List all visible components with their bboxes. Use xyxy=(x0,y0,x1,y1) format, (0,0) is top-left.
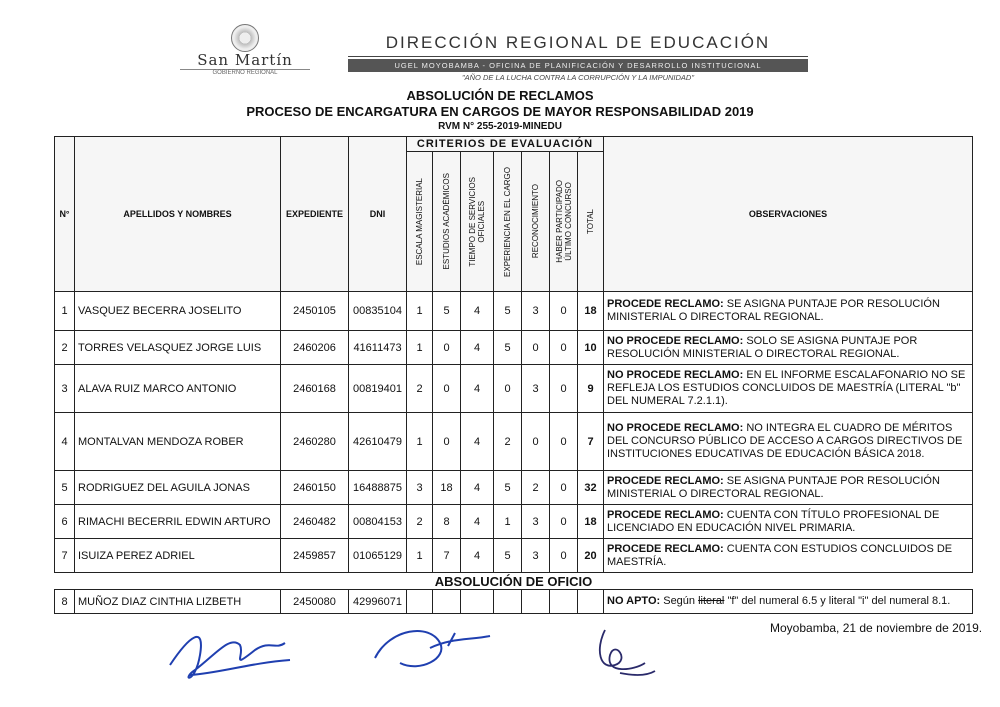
row-score-tiempo: 4 xyxy=(461,539,494,573)
header-reconocimiento-label: RECONOCIMIENTO xyxy=(531,184,540,259)
row-total: 18 xyxy=(578,292,604,331)
row-observation-text: SOLO SE ASIGNA PUNTAJE POR RESOLUCIÓN MINISTERIAL O DIRECTORAL REGIONAL. xyxy=(607,334,918,360)
header-haber-line2: ÚLTIMO CONCURSO xyxy=(563,182,573,261)
header-haber-line1: HABER PARTICIPADO xyxy=(554,180,564,263)
row-score-tiempo: 4 xyxy=(461,292,494,331)
row-score-haber: 0 xyxy=(550,331,578,365)
signature-2-icon xyxy=(370,618,500,673)
row-number: 3 xyxy=(55,365,75,413)
row-score-escala: 1 xyxy=(407,413,433,471)
row-score-tiempo: 4 xyxy=(461,505,494,539)
row-score-reconocimiento: 2 xyxy=(522,471,550,505)
letterhead-office: UGEL MOYOBAMBA - OFICINA DE PLANIFICACIÓN Y DESARROLLO INSTITUCIONAL xyxy=(348,59,808,72)
header-tiempo-label xyxy=(468,177,486,267)
row-name: RIMACHI BECERRIL EDWIN ARTURO xyxy=(75,505,281,539)
row-score-experiencia: 1 xyxy=(494,505,522,539)
row-total: 20 xyxy=(578,539,604,573)
header-experiencia-label: EXPERIENCIA EN EL CARGO xyxy=(503,166,512,277)
table-row xyxy=(55,505,973,539)
row-score-estudios: 8 xyxy=(433,505,461,539)
row-score-haber: 0 xyxy=(550,365,578,413)
row-dni: 00835104 xyxy=(349,292,407,331)
row-dni: 01065129 xyxy=(349,539,407,573)
row-score-reconocimiento: 3 xyxy=(522,505,550,539)
row-score-estudios: 0 xyxy=(433,413,461,471)
row-score-experiencia: 5 xyxy=(494,539,522,573)
oficio-section-row xyxy=(55,573,973,590)
row-score-tiempo: 4 xyxy=(461,365,494,413)
row-observation-verdict: PROCEDE RECLAMO: xyxy=(607,542,724,555)
row-dni: 00819401 xyxy=(349,365,407,413)
letterhead-institution: DIRECCIÓN REGIONAL DE EDUCACIÓN xyxy=(348,33,808,57)
header-estudios xyxy=(433,152,461,292)
row-name: RODRIGUEZ DEL AGUILA JONAS xyxy=(75,471,281,505)
row-dni: 00804153 xyxy=(349,505,407,539)
header-estudios-label: ESTUDIOS ACADÉMICOS xyxy=(442,173,451,270)
row-expediente: 2460482 xyxy=(281,505,349,539)
row-score-estudios: 0 xyxy=(433,331,461,365)
row-number: 2 xyxy=(55,331,75,365)
row-score-experiencia: 2 xyxy=(494,413,522,471)
row-name: TORRES VELASQUEZ JORGE LUIS xyxy=(75,331,281,365)
row-observation-text-b: "f" del numeral 6.5 y literal "i" del numeral 8.1. xyxy=(724,595,951,607)
header-escala xyxy=(407,152,433,292)
row-name: VASQUEZ BECERRA JOSELITO xyxy=(75,292,281,331)
row-total: 10 xyxy=(578,331,604,365)
row-dni: 42610479 xyxy=(349,413,407,471)
table-row xyxy=(55,590,973,614)
row-total: 7 xyxy=(578,413,604,471)
table-row xyxy=(55,471,973,505)
row-score-escala: 3 xyxy=(407,471,433,505)
row-observation-text: EN EL INFORME ESCALAFONARIO NO SE REFLEJA LOS ESTUDIOS CONCLUIDOS DE MAESTRÍA (LITERAL "b" DEL NUMERAL 7.2.1.1). xyxy=(607,369,966,407)
row-name: MUÑOZ DIAZ CINTHIA LIZBETH xyxy=(75,590,281,614)
row-observation xyxy=(604,413,973,471)
row-score-reconocimiento xyxy=(522,590,550,614)
row-total: 32 xyxy=(578,471,604,505)
row-score-reconocimiento: 0 xyxy=(522,331,550,365)
row-score-estudios: 18 xyxy=(433,471,461,505)
table-row xyxy=(55,539,973,573)
row-score-experiencia xyxy=(494,590,522,614)
row-score-tiempo: 4 xyxy=(461,471,494,505)
signature-1-icon xyxy=(160,615,300,685)
row-observation-text: CUENTA CON TÍTULO PROFESIONAL DE LICENCIADO EN EDUCACIÓN NIVEL PRIMARIA. xyxy=(607,508,940,534)
row-score-haber: 0 xyxy=(550,413,578,471)
row-score-haber xyxy=(550,590,578,614)
row-score-estudios: 7 xyxy=(433,539,461,573)
row-observation-verdict: NO PROCEDE RECLAMO: xyxy=(607,422,744,434)
table-row xyxy=(55,292,973,331)
logo xyxy=(180,24,310,76)
row-observation xyxy=(604,331,973,365)
row-observation-verdict: NO PROCEDE RECLAMO: xyxy=(607,369,744,381)
row-dni: 16488875 xyxy=(349,471,407,505)
table-row xyxy=(55,413,973,471)
row-observation-verdict: PROCEDE RECLAMO: xyxy=(607,298,724,310)
row-score-haber: 0 xyxy=(550,505,578,539)
row-observation xyxy=(604,471,973,505)
row-expediente: 2459857 xyxy=(281,539,349,573)
row-name: ISUIZA PEREZ ADRIEL xyxy=(75,539,281,573)
row-observation xyxy=(604,292,973,331)
row-number: 4 xyxy=(55,413,75,471)
header-total-label: TOTAL xyxy=(586,208,595,235)
row-expediente: 2450080 xyxy=(281,590,349,614)
row-score-escala: 1 xyxy=(407,539,433,573)
row-name: MONTALVAN MENDOZA ROBER xyxy=(75,413,281,471)
oficio-title: ABSOLUCIÓN DE OFICIO xyxy=(55,573,973,590)
row-score-reconocimiento: 3 xyxy=(522,292,550,331)
header-name: APELLIDOS Y NOMBRES xyxy=(75,137,281,292)
document-reference: RVM N° 255-2019-MINEDU xyxy=(438,121,562,132)
header-tiempo-line1: TIEMPO DE SERVICIOS xyxy=(468,176,477,267)
header-experiencia xyxy=(494,152,522,292)
row-observation-text: CUENTA CON ESTUDIOS CONCLUIDOS DE MAESTRÍA. xyxy=(607,542,953,568)
row-number: 1 xyxy=(55,292,75,331)
row-observation xyxy=(604,590,973,614)
row-expediente: 2460206 xyxy=(281,331,349,365)
row-total: 9 xyxy=(578,365,604,413)
row-number: 7 xyxy=(55,539,75,573)
row-observation-text-a: Según xyxy=(660,595,699,607)
letterhead xyxy=(348,33,808,82)
row-total: 18 xyxy=(578,505,604,539)
row-observation-verdict: PROCEDE RECLAMO: xyxy=(607,508,724,521)
table-row xyxy=(55,331,973,365)
header-haber xyxy=(550,152,578,292)
logo-name: San Martín xyxy=(197,51,293,69)
table-row xyxy=(55,365,973,413)
row-score-reconocimiento: 3 xyxy=(522,365,550,413)
row-expediente: 2450105 xyxy=(281,292,349,331)
row-observation-verdict: NO APTO: xyxy=(607,595,661,607)
row-score-haber: 0 xyxy=(550,292,578,331)
row-observation-text: SE ASIGNA PUNTAJE POR RESOLUCIÓN MINISTERIAL O DIRECTORAL REGIONAL. xyxy=(607,298,940,323)
header-escala-label: ESCALA MAGISTERIAL xyxy=(415,177,424,266)
row-score-escala: 2 xyxy=(407,505,433,539)
row-score-escala: 1 xyxy=(407,292,433,331)
header-criteria: CRITERIOS DE EVALUACIÓN xyxy=(407,137,604,152)
row-score-reconocimiento: 0 xyxy=(522,413,550,471)
row-observation xyxy=(604,365,973,413)
header-observations: OBSERVACIONES xyxy=(604,137,973,292)
letterhead-motto: "AÑO DE LA LUCHA CONTRA LA CORRUPCIÓN Y LA IMPUNIDAD" xyxy=(461,73,695,82)
row-observation xyxy=(604,539,973,573)
row-score-estudios: 5 xyxy=(433,292,461,331)
row-score-escala xyxy=(407,590,433,614)
header-total xyxy=(578,152,604,292)
row-score-estudios xyxy=(433,590,461,614)
header-row xyxy=(55,137,973,152)
row-observation-verdict: NO PROCEDE RECLAMO: xyxy=(607,334,744,347)
row-score-haber: 0 xyxy=(550,471,578,505)
header-haber-label xyxy=(555,180,573,263)
row-score-escala: 2 xyxy=(407,365,433,413)
row-expediente: 2460280 xyxy=(281,413,349,471)
place-and-date: Moyobamba, 21 de noviembre de 2019. xyxy=(770,621,983,635)
row-score-escala: 1 xyxy=(407,331,433,365)
document-subtitle: PROCESO DE ENCARGATURA EN CARGOS DE MAYOR RESPONSABILIDAD 2019 xyxy=(246,104,754,119)
row-observation-text: NO INTEGRA EL CUADRO DE MÉRITOS DEL CONCURSO PÚBLICO DE ACCESO A CARGOS DIRECTIVOS DE INSTITUCIONES EDUCATIVAS DE EDUCACIÓN BÁSICA 2018. xyxy=(607,422,963,460)
row-number: 8 xyxy=(55,590,75,614)
row-number: 5 xyxy=(55,471,75,505)
row-number: 6 xyxy=(55,505,75,539)
regional-seal-icon xyxy=(231,24,259,52)
row-dni: 41611473 xyxy=(349,331,407,365)
row-expediente: 2460150 xyxy=(281,471,349,505)
row-score-tiempo: 4 xyxy=(461,331,494,365)
row-score-reconocimiento: 3 xyxy=(522,539,550,573)
row-score-experiencia: 5 xyxy=(494,471,522,505)
signature-3-icon xyxy=(585,625,665,685)
row-observation-struck: literal xyxy=(698,595,725,607)
logo-subtitle: GOBIERNO REGIONAL xyxy=(180,69,310,76)
row-expediente: 2460168 xyxy=(281,365,349,413)
results-table xyxy=(54,136,973,614)
row-name: ALAVA RUIZ MARCO ANTONIO xyxy=(75,365,281,413)
header-expediente: EXPEDIENTE xyxy=(281,137,349,292)
header-reconocimiento xyxy=(522,152,550,292)
header-tiempo xyxy=(461,152,494,292)
row-score-tiempo: 4 xyxy=(461,413,494,471)
row-observation xyxy=(604,505,973,539)
row-total xyxy=(578,590,604,614)
row-score-haber: 0 xyxy=(550,539,578,573)
header-number: N° xyxy=(55,137,75,292)
header-dni: DNI xyxy=(349,137,407,292)
row-score-estudios: 0 xyxy=(433,365,461,413)
row-score-experiencia: 5 xyxy=(494,292,522,331)
row-observation-verdict: PROCEDE RECLAMO: xyxy=(607,474,724,487)
header-tiempo-line2: OFICIALES xyxy=(477,200,486,243)
row-dni: 42996071 xyxy=(349,590,407,614)
row-score-experiencia: 0 xyxy=(494,365,522,413)
row-observation-text: SE ASIGNA PUNTAJE POR RESOLUCIÓN MINISTERIAL O DIRECTORAL REGIONAL. xyxy=(607,474,940,500)
document-title: ABSOLUCIÓN DE RECLAMOS xyxy=(406,88,594,103)
row-score-tiempo xyxy=(461,590,494,614)
row-score-experiencia: 5 xyxy=(494,331,522,365)
